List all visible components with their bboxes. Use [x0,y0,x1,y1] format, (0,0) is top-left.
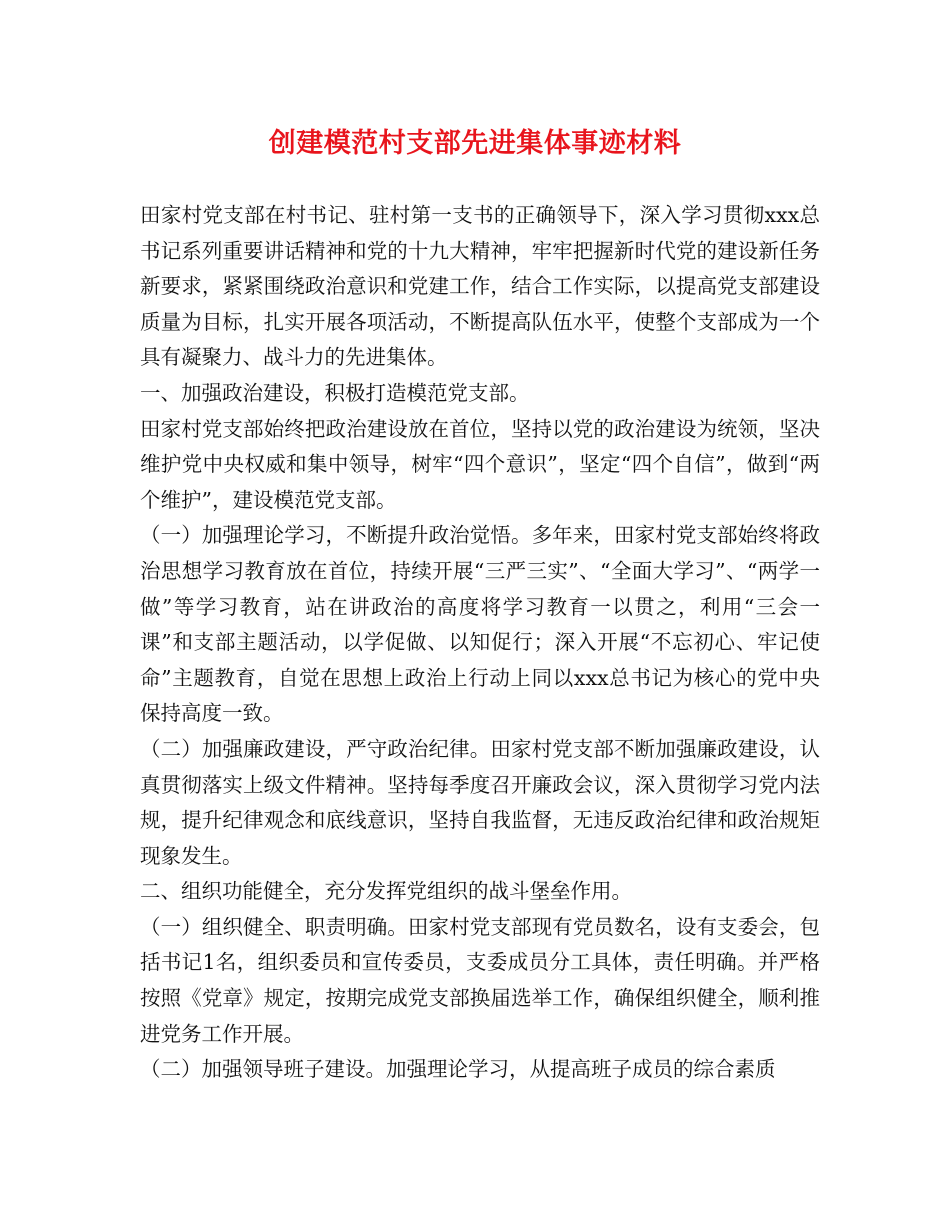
section-heading-1: 一、加强政治建设，积极打造模范党支部。 [140,380,530,405]
document-title: 创建模范村支部先进集体事迹材料 [268,128,682,159]
paragraph-subsection-1-2: （二）加强廉政建设，严守政治纪律。田家村党支部不断加强廉政建设，认真贯彻落实上级文件精神。坚持每季度召开廉政会议，深入贯彻学习党内法规，提升纪律观念和底线意识，坚持自我监督，无违反政治纪律和政治规矩现象发生。 [140,736,820,868]
paragraph-intro: 田家村党支部在村书记、驻村第一支书的正确领导下，深入学习贯彻xxx总书记系列重要讲话精神和党的十九大精神，牢牢把握新时代党的建设新任务新要求，紧紧围绕政治意识和党建工作，结合工作实际，以提高党支部建设质量为目标，扎实开展各项活动，不断提高队伍水平，使整个支部成为一个具有凝聚力、战斗力的先进集体。 [140,203,820,370]
section-heading-2: 二、组织功能健全，充分发挥党组织的战斗堡垒作用。 [140,879,632,904]
paragraph-section-1: 田家村党支部始终把政治建设放在首位，坚持以党的政治建设为统领，坚决维护党中央权威和集中领导，树牢“四个意识”，坚定“四个自信”，做到“两个维护”，建设模范党支部。 [140,416,820,512]
paragraph-subsection-2-1: （一）组织健全、职责明确。田家村党支部现有党员数名，设有支委会，包括书记1名，组织委员和宣传委员，支委成员分工具体，责任明确。并严格按照《党章》规定，按期完成党支部换届选举工作，确保组织健全，顺利推进党务工作开展。 [140,914,820,1046]
paragraph-subsection-2-2: （二）加强领导班子建设。加强理论学习，从提高班子成员的综合素质 [140,1057,776,1082]
document-body [140,198,820,1088]
paragraph-subsection-1-1: （一）加强理论学习，不断提升政治觉悟。多年来，田家村党支部始终将政治思想学习教育放在首位，持续开展“三严三实”、“全面大学习”、“两学一做”等学习教育，站在讲政治的高度将学习教育一以贯之，利用“三会一课”和支部主题活动，以学促做、以知促行；深入开展“不忘初心、牢记使命”主题教育，自觉在思想上政治上行动上同以xxx总书记为核心的党中央保持高度一致。 [140,523,820,726]
